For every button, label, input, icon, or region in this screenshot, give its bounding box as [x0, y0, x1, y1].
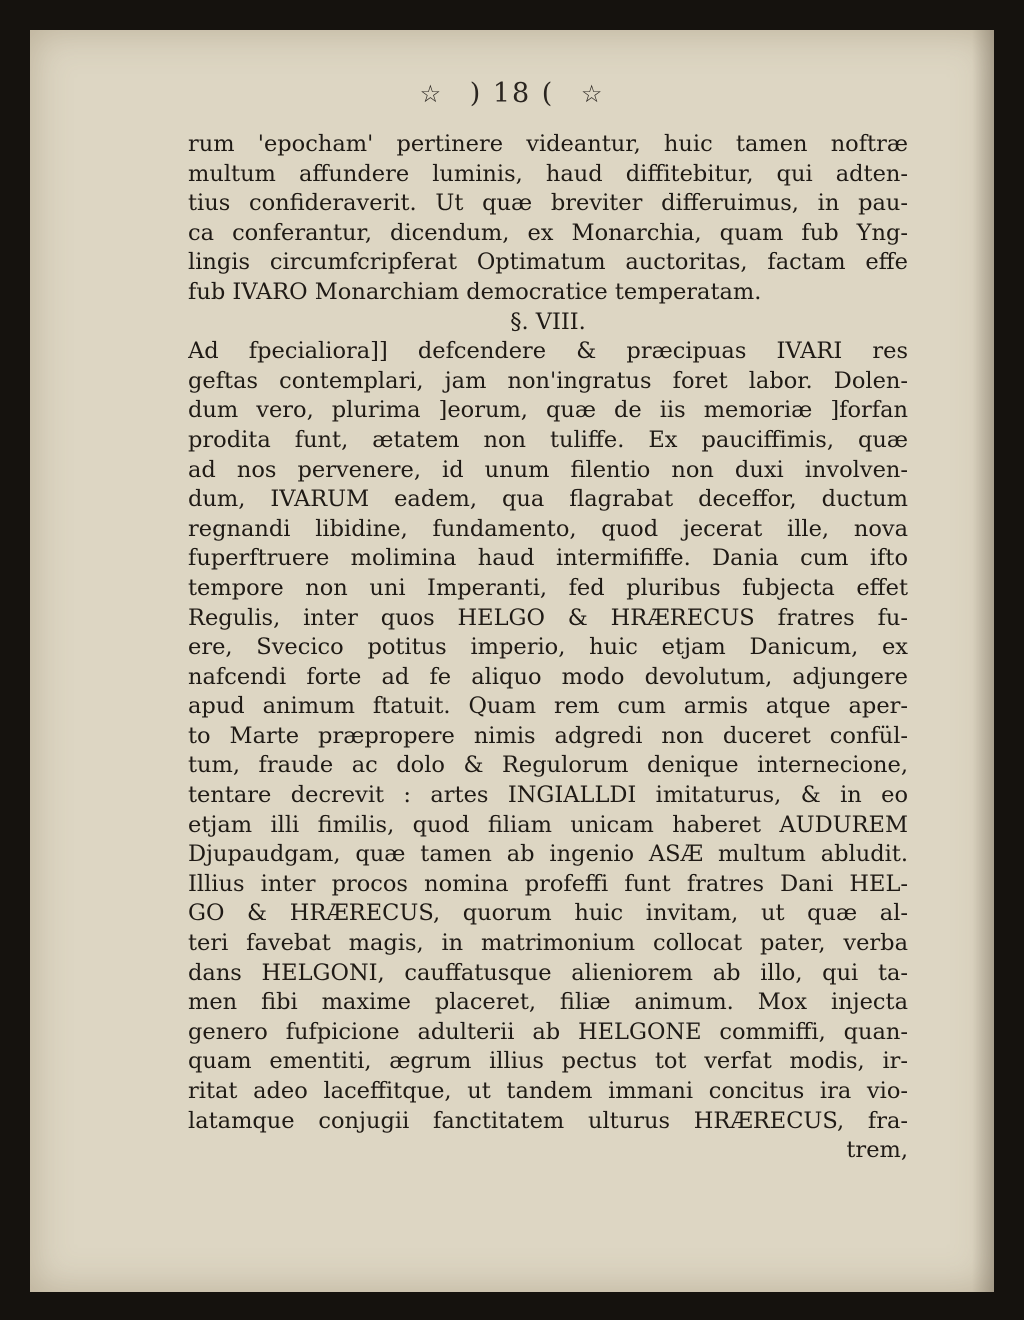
- text-line: latamque conjugii fanctitatem ulturus HRÆRECUS, fra-: [188, 1107, 908, 1134]
- text-line: Regulis, inter quos HELGO & HRÆRECUS fratres fu-: [188, 604, 908, 631]
- text-line: rum 'epocham' pertinere videantur, huic tamen noftræ: [188, 131, 908, 157]
- text-line: to Marte præpropere nimis adgredi non duceret confül-: [188, 722, 908, 749]
- page-header: [30, 78, 994, 118]
- text-line: tempore non uni Imperanti, fed pluribus fubjecta effet: [188, 574, 908, 601]
- section-heading: §. VIII.: [510, 308, 586, 335]
- text-line: teri favebat magis, in matrimonium collocat pater, verba: [188, 930, 908, 957]
- text-line: fuperftruere molimina haud intermififfe. Dania cum ifto: [188, 545, 908, 572]
- text-line: apud animum ftatuit. Quam rem cum armis atque aper-: [188, 693, 908, 720]
- text-line: prodita funt, ætatem non tuliffe. Ex pauciffimis, quæ: [188, 426, 908, 453]
- text-line: lingis circumfcripferat Optimatum auctoritas, factam effe: [188, 249, 908, 276]
- text-line: ere, Svecico potitus imperio, huic etjam Danicum, ex: [188, 634, 908, 661]
- body-text: [188, 130, 908, 1166]
- text-line: tum, fraude ac dolo & Regulorum denique internecione,: [188, 752, 908, 779]
- text-line: ca conferantur, dicendum, ex Monarchia, quam fub Yng-: [188, 219, 908, 246]
- star-ornament-icon: ☆: [580, 80, 605, 108]
- text-line: Ad fpecialiora]] defcendere & præcipuas IVARI res: [188, 338, 908, 365]
- text-line: genero fufpicione adulterii ab HELGONE commiffi, quan-: [188, 1018, 908, 1045]
- star-ornament-icon: ☆: [419, 80, 444, 108]
- text-line: dum, IVARUM eadem, qua flagrabat deceffor, ductum: [188, 486, 908, 513]
- text-line: etjam illi fimilis, quod filiam unicam haberet AUDUREM: [188, 811, 908, 838]
- text-line: multum affundere luminis, haud diffitebitur, qui adten-: [188, 160, 908, 187]
- text-line: Djupaudgam, quæ tamen ab ingenio ASÆ multum abludit.: [188, 841, 908, 868]
- text-line: fub IVARO Monarchiam democratice temperatam.: [188, 278, 762, 305]
- text-line: nafcendi forte ad fe aliquo modo devolutum, adjungere: [188, 663, 908, 690]
- text-line: tentare decrevit : artes INGIALLDI imitaturus, & in eo: [188, 782, 908, 809]
- text-line: ad nos pervenere, id unum filentio non duxi involven-: [188, 456, 908, 483]
- page-number: ) 18 (: [469, 78, 555, 109]
- text-line: men fibi maxime placeret, filiæ animum. Mox injecta: [188, 989, 908, 1016]
- text-line: quam ementiti, ægrum illius pectus tot verfat modis, ir-: [188, 1048, 908, 1075]
- text-line: trem,: [846, 1137, 908, 1164]
- text-line: GO & HRÆRECUS, quorum huic invitam, ut quæ al-: [188, 900, 908, 927]
- text-line: dum vero, plurima ]eorum, quæ de iis memoriæ ]forfan: [188, 397, 908, 424]
- text-line: regnandi libidine, fundamento, quod jecerat ille, nova: [188, 515, 908, 542]
- text-line: Illius inter procos nomina profeffi funt fratres Dani HEL-: [188, 870, 908, 897]
- book-page: [30, 30, 994, 1292]
- page-edge-shadow: [972, 30, 994, 1292]
- text-line: geftas contemplari, jam non'ingratus foret labor. Dolen-: [188, 367, 908, 394]
- text-line: dans HELGONI, cauffatusque alieniorem ab illo, qui ta-: [188, 959, 908, 986]
- text-line: tius confideraverit. Ut quæ breviter differuimus, in pau-: [188, 190, 908, 217]
- text-line: ritat adeo laceffitque, ut tandem immani concitus ira vio-: [188, 1078, 908, 1104]
